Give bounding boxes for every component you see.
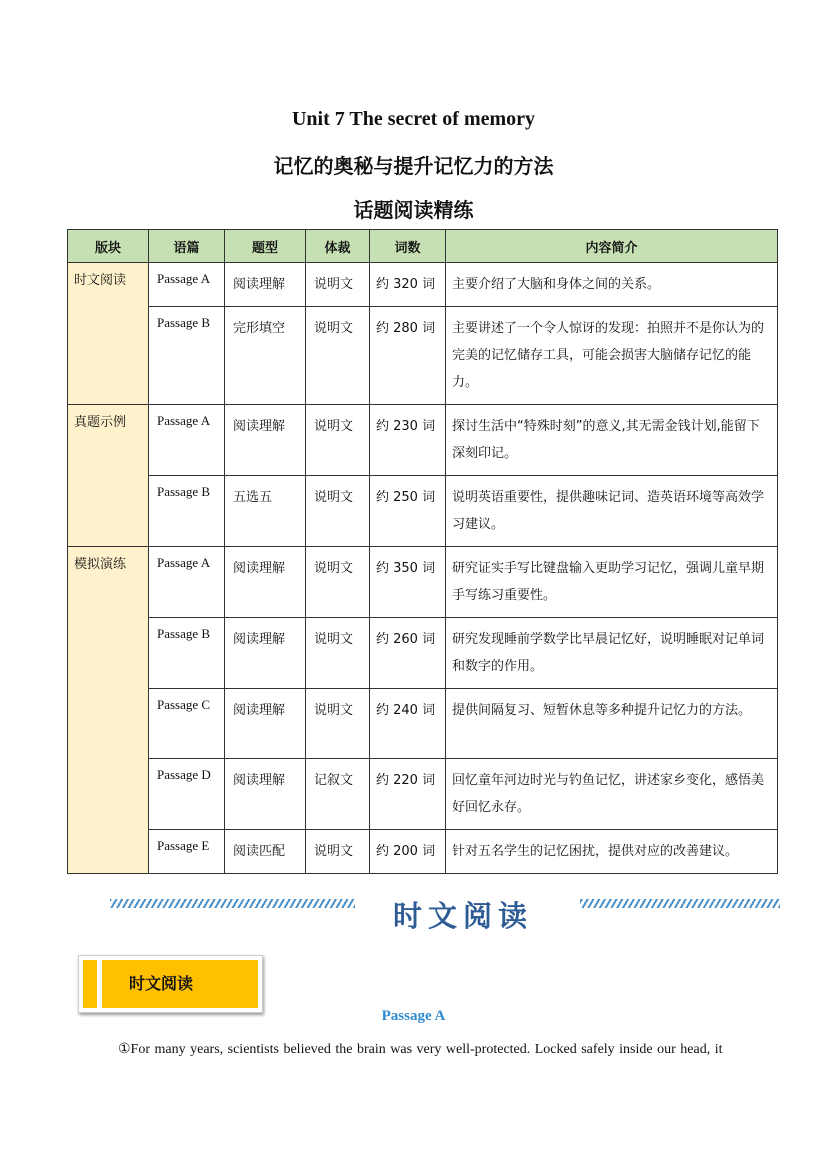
type-cell: 阅读理解 [225, 547, 306, 618]
passage-cell: Passage A [149, 547, 225, 618]
genre-cell: 说明文 [306, 307, 370, 405]
banner-stripe-left [110, 899, 355, 908]
genre-cell: 说明文 [306, 476, 370, 547]
type-cell: 阅读理解 [225, 689, 306, 759]
unit-title: Unit 7 The secret of memory [291, 108, 536, 130]
overview-table [67, 229, 778, 874]
header-passage: 语篇 [149, 230, 225, 263]
header-intro: 内容简介 [446, 230, 778, 263]
passage-cell: Passage A [149, 405, 225, 476]
words-cell: 约 260 词 [370, 618, 446, 689]
passage-cell: Passage D [149, 759, 225, 830]
type-cell: 阅读理解 [225, 759, 306, 830]
passage-title: Passage A [381, 1008, 446, 1024]
genre-cell: 说明文 [306, 689, 370, 759]
type-cell: 完形填空 [225, 307, 306, 405]
words-cell: 约 200 词 [370, 830, 446, 874]
words-cell: 约 350 词 [370, 547, 446, 618]
header-genre: 体裁 [306, 230, 370, 263]
genre-cell: 说明文 [306, 830, 370, 874]
section-label-accent [97, 960, 102, 1008]
passage-paragraph: ①For many years, scientists believed the brain was very well-protected. Locked safely inside our head, it [118, 1042, 723, 1057]
section-label-box [78, 955, 263, 1013]
words-cell: 约 250 词 [370, 476, 446, 547]
section-cell: 模拟演练 [68, 547, 149, 874]
banner-title: 时文阅读 [393, 899, 534, 933]
table-header-row [68, 230, 778, 263]
header-section: 版块 [68, 230, 149, 263]
header-type: 题型 [225, 230, 306, 263]
type-cell: 阅读匹配 [225, 830, 306, 874]
section-cell: 真题示例 [68, 405, 149, 547]
genre-cell: 说明文 [306, 405, 370, 476]
genre-cell: 说明文 [306, 547, 370, 618]
type-cell: 阅读理解 [225, 618, 306, 689]
words-cell: 约 220 词 [370, 759, 446, 830]
passage-cell: Passage A [149, 263, 225, 307]
genre-cell: 说明文 [306, 618, 370, 689]
section-label-text: 时文阅读 [129, 974, 194, 993]
words-cell: 约 280 词 [370, 307, 446, 405]
words-cell: 约 230 词 [370, 405, 446, 476]
passage-cell: Passage B [149, 307, 225, 405]
passage-cell: Passage E [149, 830, 225, 874]
words-cell: 约 240 词 [370, 689, 446, 759]
genre-cell: 记叙文 [306, 759, 370, 830]
genre-cell: 说明文 [306, 263, 370, 307]
table-row [68, 618, 778, 689]
intro-cell: 主要讲述了一个令人惊讶的发现：拍照并不是你认为的完美的记忆储存工具，可能会损害大脑储存记忆的能力。 [446, 307, 778, 405]
table-row [68, 307, 778, 405]
words-cell: 约 320 词 [370, 263, 446, 307]
intro-cell: 研究证实手写比键盘输入更助学习记忆，强调儿童早期手写练习重要性。 [446, 547, 778, 618]
table-row [68, 689, 778, 759]
intro-cell: 研究发现睡前学数学比早晨记忆好，说明睡眠对记单词和数字的作用。 [446, 618, 778, 689]
section-cell: 时文阅读 [68, 263, 149, 405]
intro-cell: 探讨生活中“特殊时刻”的意义,其无需金钱计划,能留下深刻印记。 [446, 405, 778, 476]
type-cell: 阅读理解 [225, 405, 306, 476]
type-cell: 阅读理解 [225, 263, 306, 307]
header-words: 词数 [370, 230, 446, 263]
passage-cell: Passage B [149, 618, 225, 689]
table-row [68, 476, 778, 547]
table-row [68, 830, 778, 874]
table-row [68, 547, 778, 618]
overview-heading: 话题阅读精练 [353, 198, 474, 222]
table-row [68, 759, 778, 830]
table-row [68, 263, 778, 307]
passage-cell: Passage C [149, 689, 225, 759]
intro-cell: 说明英语重要性，提供趣味记词、造英语环境等高效学习建议。 [446, 476, 778, 547]
banner-stripe-right [580, 899, 780, 908]
passage-cell: Passage B [149, 476, 225, 547]
intro-cell: 回忆童年河边时光与钓鱼记忆，讲述家乡变化，感悟美好回忆永存。 [446, 759, 778, 830]
unit-subtitle: 记忆的奥秘与提升记忆力的方法 [273, 154, 554, 178]
intro-cell: 提供间隔复习、短暂休息等多种提升记忆力的方法。 [446, 689, 778, 759]
type-cell: 五选五 [225, 476, 306, 547]
intro-cell: 针对五名学生的记忆困扰，提供对应的改善建议。 [446, 830, 778, 874]
intro-cell: 主要介绍了大脑和身体之间的关系。 [446, 263, 778, 307]
table-row [68, 405, 778, 476]
